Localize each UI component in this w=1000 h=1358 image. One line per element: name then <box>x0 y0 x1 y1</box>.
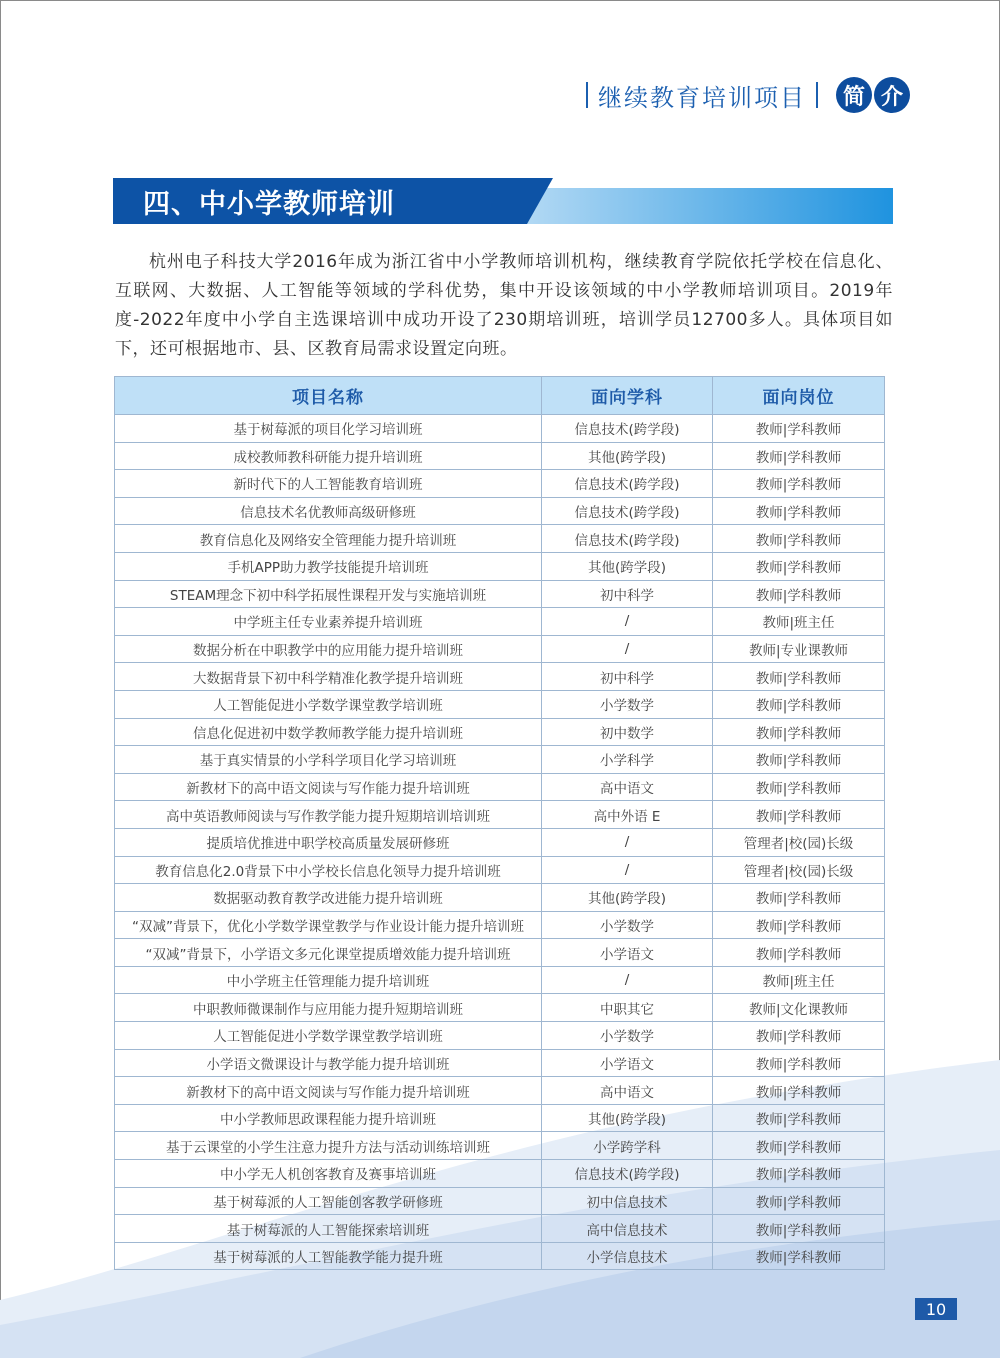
cell-project-name: 成校教师教科研能力提升培训班 <box>115 442 542 470</box>
cell-project-name: 中小学教师思政课程能力提升培训班 <box>115 1104 542 1132</box>
cell-subject: 高中语文 <box>542 1077 713 1105</box>
table-row <box>115 966 885 994</box>
cell-project-name: 数据分析在中职教学中的应用能力提升培训班 <box>115 635 542 663</box>
cell-position: 教师|文化课教师 <box>713 994 885 1022</box>
table-row <box>115 1215 885 1243</box>
cell-project-name: “双减”背景下，优化小学数学课堂教学与作业设计能力提升培训班 <box>115 911 542 939</box>
table-row <box>115 1022 885 1050</box>
cell-subject: 小学科学 <box>542 746 713 774</box>
page-number: 10 <box>915 1298 957 1320</box>
table-row <box>115 1132 885 1160</box>
cell-project-name: 手机APP助力教学技能提升培训班 <box>115 552 542 580</box>
cell-subject: 小学信息技术 <box>542 1242 713 1270</box>
table-row <box>115 939 885 967</box>
table-row <box>115 525 885 553</box>
cell-position: 教师|学科教师 <box>713 1049 885 1077</box>
cell-project-name: 中学班主任专业素养提升培训班 <box>115 608 542 636</box>
cell-project-name: 新教材下的高中语文阅读与写作能力提升培训班 <box>115 773 542 801</box>
page-header <box>576 78 910 112</box>
cell-project-name: 中职教师微课制作与应用能力提升短期培训班 <box>115 994 542 1022</box>
cell-project-name: 高中英语教师阅读与写作教学能力提升短期培训培训班 <box>115 801 542 829</box>
cell-project-name: 基于树莓派的人工智能教学能力提升班 <box>115 1242 542 1270</box>
cell-position: 教师|学科教师 <box>713 442 885 470</box>
cell-position: 教师|学科教师 <box>713 1160 885 1188</box>
table-row <box>115 884 885 912</box>
table-row <box>115 470 885 498</box>
cell-position: 教师|学科教师 <box>713 746 885 774</box>
cell-position: 管理者|校(园)长级 <box>713 856 885 884</box>
table-row <box>115 828 885 856</box>
cell-subject: / <box>542 635 713 663</box>
column-header-project-name: 项目名称 <box>115 377 542 415</box>
header-badges <box>834 77 910 113</box>
cell-project-name: 小学语文微课设计与教学能力提升培训班 <box>115 1049 542 1077</box>
cell-position: 教师|学科教师 <box>713 1104 885 1132</box>
table-row <box>115 1187 885 1215</box>
cell-position: 教师|学科教师 <box>713 1215 885 1243</box>
table-row <box>115 580 885 608</box>
table-row <box>115 608 885 636</box>
table-row <box>115 1077 885 1105</box>
table-row <box>115 718 885 746</box>
cell-position: 教师|学科教师 <box>713 1022 885 1050</box>
cell-project-name: 教育信息化及网络安全管理能力提升培训班 <box>115 525 542 553</box>
cell-position: 教师|学科教师 <box>713 939 885 967</box>
cell-subject: 其他(跨学段) <box>542 884 713 912</box>
cell-subject: 高中信息技术 <box>542 1215 713 1243</box>
cell-subject: 初中信息技术 <box>542 1187 713 1215</box>
cell-subject: / <box>542 856 713 884</box>
cell-project-name: 新教材下的高中语文阅读与写作能力提升培训班 <box>115 1077 542 1105</box>
cell-position: 教师|学科教师 <box>713 415 885 443</box>
cell-position: 教师|学科教师 <box>713 690 885 718</box>
cell-subject: / <box>542 608 713 636</box>
cell-project-name: 人工智能促进小学数学课堂教学培训班 <box>115 690 542 718</box>
intro-paragraph: 杭州电子科技大学2016年成为浙江省中小学教师培训机构，继续教育学院依托学校在信息化、互联网、大数据、人工智能等领域的学科优势，集中开设该领域的中小学教师培训项目。2019年度-2022年度中小学自主选课培训中成功开设了230期培训班，培训学员12700多人。具体项目如下，还可根据地市、县、区教育局需求设置定向班。 <box>115 252 893 359</box>
cell-position: 教师|学科教师 <box>713 1242 885 1270</box>
cell-subject: 小学数学 <box>542 690 713 718</box>
cell-position: 管理者|校(园)长级 <box>713 828 885 856</box>
cell-position: 教师|学科教师 <box>713 1187 885 1215</box>
cell-project-name: 基于树莓派的项目化学习培训班 <box>115 415 542 443</box>
cell-subject: 小学跨学科 <box>542 1132 713 1160</box>
table-row <box>115 1104 885 1132</box>
cell-subject: 小学数学 <box>542 1022 713 1050</box>
cell-position: 教师|学科教师 <box>713 663 885 691</box>
cell-project-name: 教育信息化2.0背景下中小学校长信息化领导力提升培训班 <box>115 856 542 884</box>
header-divider <box>586 82 588 108</box>
cell-subject: 初中数学 <box>542 718 713 746</box>
header-title: 继续教育培训项目 <box>598 83 806 112</box>
cell-position: 教师|学科教师 <box>713 773 885 801</box>
column-header-position: 面向岗位 <box>713 377 885 415</box>
table-row <box>115 773 885 801</box>
cell-subject: 其他(跨学段) <box>542 552 713 580</box>
table-row <box>115 552 885 580</box>
cell-subject: 初中科学 <box>542 663 713 691</box>
cell-subject: 信息技术(跨学段) <box>542 1160 713 1188</box>
cell-position: 教师|学科教师 <box>713 718 885 746</box>
table-row <box>115 663 885 691</box>
cell-subject: 小学数学 <box>542 911 713 939</box>
cell-subject: 其他(跨学段) <box>542 442 713 470</box>
cell-project-name: 中小学班主任管理能力提升培训班 <box>115 966 542 994</box>
cell-project-name: 新时代下的人工智能教育培训班 <box>115 470 542 498</box>
table-row <box>115 1160 885 1188</box>
cell-subject: 小学语文 <box>542 1049 713 1077</box>
cell-position: 教师|班主任 <box>713 966 885 994</box>
section-title: 四、中小学教师培训 <box>143 189 395 220</box>
cell-subject: 高中外语 E <box>542 801 713 829</box>
cell-position: 教师|学科教师 <box>713 801 885 829</box>
cell-project-name: STEAM理念下初中科学拓展性课程开发与实施培训班 <box>115 580 542 608</box>
table-row <box>115 801 885 829</box>
cell-project-name: 提质培优推进中职学校高质量发展研修班 <box>115 828 542 856</box>
cell-project-name: 信息技术名优教师高级研修班 <box>115 497 542 525</box>
table-row <box>115 911 885 939</box>
cell-project-name: 基于树莓派的人工智能创客教学研修班 <box>115 1187 542 1215</box>
table-row <box>115 415 885 443</box>
cell-subject: / <box>542 966 713 994</box>
cell-position: 教师|学科教师 <box>713 911 885 939</box>
cell-project-name: 基于云课堂的小学生注意力提升方法与活动训练培训班 <box>115 1132 542 1160</box>
cell-project-name: “双减”背景下，小学语文多元化课堂提质增效能力提升培训班 <box>115 939 542 967</box>
section-title-bar <box>113 178 893 224</box>
cell-subject: 信息技术(跨学段) <box>542 497 713 525</box>
cell-position: 教师|学科教师 <box>713 470 885 498</box>
cell-project-name: 大数据背景下初中科学精准化教学提升培训班 <box>115 663 542 691</box>
cell-subject: 其他(跨学段) <box>542 1104 713 1132</box>
cell-subject: 信息技术(跨学段) <box>542 525 713 553</box>
column-header-subject: 面向学科 <box>542 377 713 415</box>
cell-position: 教师|学科教师 <box>713 1077 885 1105</box>
cell-project-name: 人工智能促进小学数学课堂教学培训班 <box>115 1022 542 1050</box>
cell-subject: 初中科学 <box>542 580 713 608</box>
cell-subject: / <box>542 828 713 856</box>
header-divider <box>816 82 818 108</box>
cell-position: 教师|学科教师 <box>713 497 885 525</box>
cell-project-name: 数据驱动教育教学改进能力提升培训班 <box>115 884 542 912</box>
cell-position: 教师|学科教师 <box>713 580 885 608</box>
cell-project-name: 基于树莓派的人工智能探索培训班 <box>115 1215 542 1243</box>
cell-subject: 高中语文 <box>542 773 713 801</box>
cell-position: 教师|专业课教师 <box>713 635 885 663</box>
header-badge: 介 <box>874 77 910 113</box>
table-row <box>115 1049 885 1077</box>
table-row <box>115 994 885 1022</box>
cell-subject: 小学语文 <box>542 939 713 967</box>
table-row <box>115 746 885 774</box>
cell-position: 教师|班主任 <box>713 608 885 636</box>
cell-position: 教师|学科教师 <box>713 525 885 553</box>
table-row <box>115 635 885 663</box>
cell-subject: 信息技术(跨学段) <box>542 415 713 443</box>
table-row <box>115 856 885 884</box>
cell-position: 教师|学科教师 <box>713 884 885 912</box>
table-row <box>115 442 885 470</box>
table-row <box>115 690 885 718</box>
table-row <box>115 1242 885 1270</box>
cell-project-name: 中小学无人机创客教育及赛事培训班 <box>115 1160 542 1188</box>
table-row <box>115 497 885 525</box>
course-table <box>114 376 884 1270</box>
cell-subject: 中职其它 <box>542 994 713 1022</box>
cell-project-name: 信息化促进初中数学教师教学能力提升培训班 <box>115 718 542 746</box>
table-header-row <box>115 377 885 415</box>
cell-project-name: 基于真实情景的小学科学项目化学习培训班 <box>115 746 542 774</box>
header-badge: 简 <box>836 77 872 113</box>
cell-position: 教师|学科教师 <box>713 552 885 580</box>
cell-subject: 信息技术(跨学段) <box>542 470 713 498</box>
cell-position: 教师|学科教师 <box>713 1132 885 1160</box>
